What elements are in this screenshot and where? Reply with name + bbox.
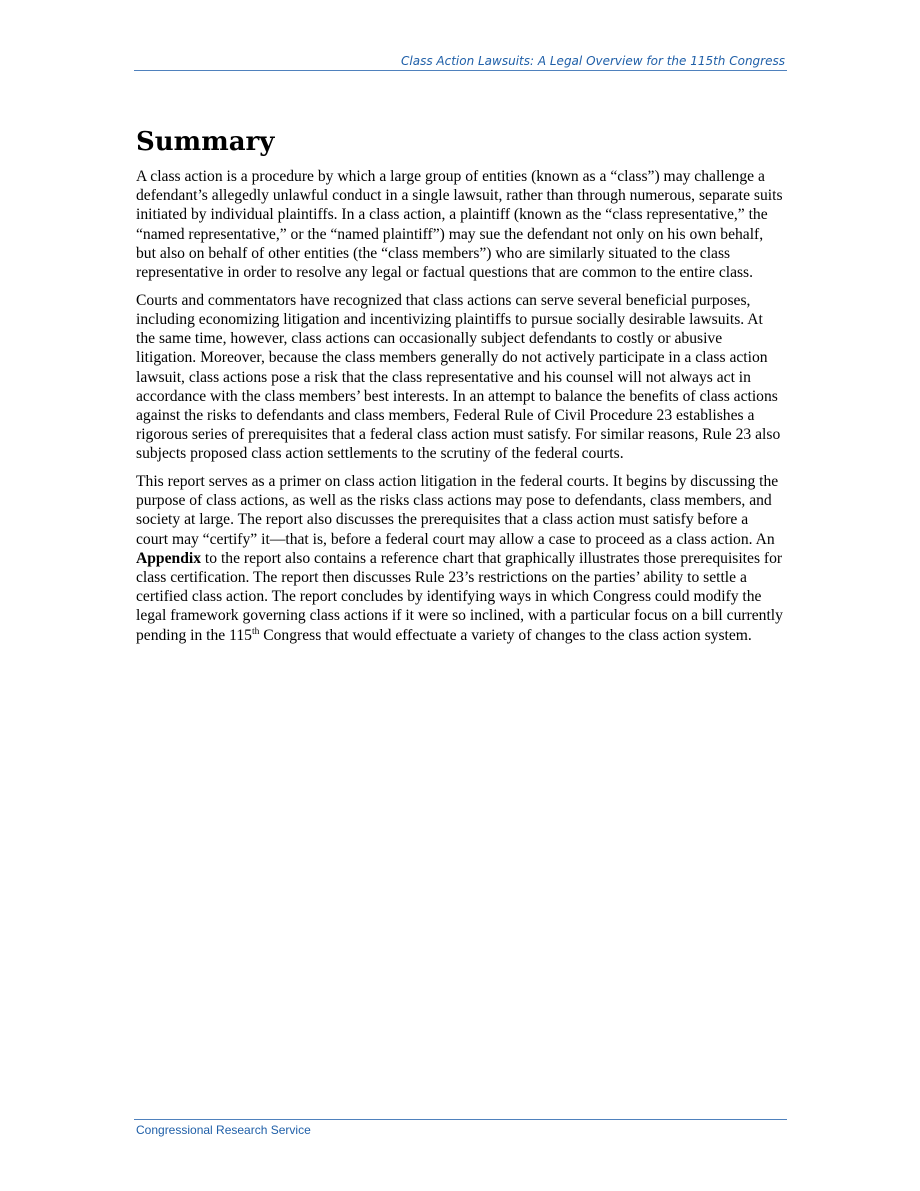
- running-header: [134, 54, 787, 71]
- section-heading: Summary: [136, 127, 275, 157]
- document-body: [136, 124, 784, 653]
- paragraph-3-text-part-3: Congress that would effectuate a variety of changes to the class action system.: [259, 626, 752, 644]
- summary-paragraph-3: [136, 472, 784, 645]
- running-header-title: Class Action Lawsuits: A Legal Overview for the 115th Congress: [401, 54, 785, 68]
- paragraph-3-text-part-1: This report serves as a primer on class action litigation in the federal courts. It begins by discussing the purpose of class actions, as well as the risks class actions may pose to defendants, class members, and society at large. The report also discusses the prerequisites that a class action must satisfy before a court may “certify” it—that is, before a federal court may allow a case to proceed as a class action. An: [136, 473, 779, 548]
- summary-paragraph-2: Courts and commentators have recognized that class actions can serve several beneficial purposes, including economizing litigation and incentivizing plaintiffs to pursue socially desirable lawsuits. At the same time, however, class actions can occasionally subject defendants to costly or abusive litigation. Moreover, because the class members generally do not actively participate in a class action lawsuit, class actions pose a risk that the class representative and his counsel will not always act in accordance with the class members’ best interests. In an attempt to balance the benefits of class actions against the risks to defendants and class members, Federal Rule of Civil Procedure 23 establishes a rigorous series of prerequisites that a federal class action must satisfy. For similar reasons, Rule 23 also subjects proposed class action settlements to the scrutiny of the federal courts.: [136, 291, 781, 463]
- footer-organization: Congressional Research Service: [136, 1123, 311, 1137]
- appendix-link[interactable]: Appendix: [136, 549, 202, 567]
- ordinal-superscript: th: [251, 626, 260, 637]
- summary-paragraph-1: A class action is a procedure by which a large group of entities (known as a “class”) may challenge a defendant’s allegedly unlawful conduct in a single lawsuit, rather than through numerous, separate suits initiated by individual plaintiffs. In a class action, a plaintiff (known as the “class representative,” the “named representative,” or the “named plaintiff”) may sue the defendant not only on his own behalf, but also on behalf of other entities (the “class members”) who are similarly situated to the class representative in order to resolve any legal or factual questions that are common to the entire class.: [136, 168, 783, 282]
- paragraph-3-text-part-2: to the report also contains a reference chart that graphically illustrates those prerequisites for class certification. The report then discusses Rule 23’s restrictions on the parties’ ability to settle a certified class action. The report concludes by identifying ways in which Congress could modify the legal framework governing class actions if it were so inclined, with a particular focus on a bill currently pending in the 115: [136, 549, 783, 644]
- footer-rule: [134, 1119, 787, 1120]
